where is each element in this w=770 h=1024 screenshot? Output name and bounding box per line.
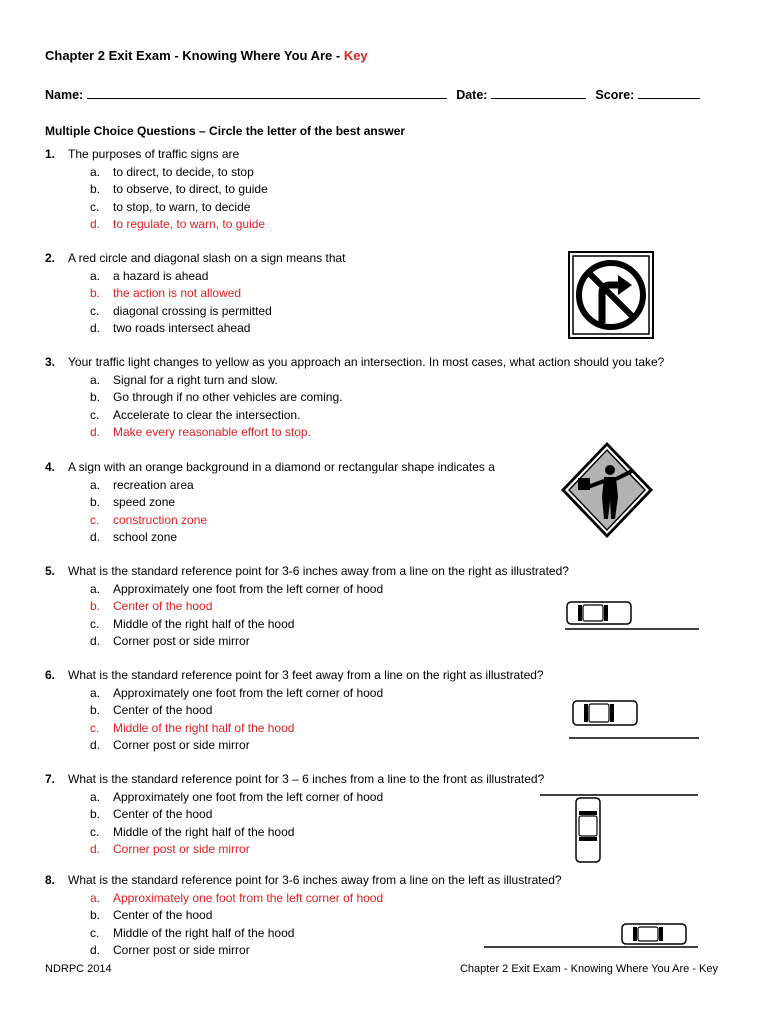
option-letter: a. [90, 789, 101, 804]
answer-option[interactable] [45, 512, 495, 530]
question-text: A sign with an orange background in a diamond or rectangular shape indicates a [68, 460, 495, 474]
question-2 [45, 250, 346, 338]
title-text: Chapter 2 Exit Exam - Knowing Where You Are - [45, 48, 344, 63]
name-label: Name: [45, 88, 84, 102]
answer-option[interactable] [45, 372, 664, 390]
question-stem [45, 354, 664, 372]
option-letter: c. [90, 720, 100, 735]
option-letter: a. [90, 581, 101, 596]
answer-option[interactable] [45, 285, 346, 303]
option-letter: c. [90, 199, 100, 214]
question-7 [45, 771, 544, 859]
question-1 [45, 146, 268, 234]
option-text: Approximately one foot from the left corner of hood [113, 581, 384, 596]
option-letter: b. [90, 390, 101, 404]
option-text: the action is not allowed [113, 286, 242, 300]
question-stem [45, 771, 544, 789]
option-letter: b. [90, 807, 101, 821]
option-letter: b. [90, 286, 101, 300]
question-stem [45, 250, 346, 268]
option-letter: d. [90, 217, 101, 231]
option-letter: c. [90, 616, 100, 631]
student-fields [45, 87, 700, 102]
option-text: Accelerate to clear the intersection. [113, 407, 301, 422]
option-letter: b. [90, 908, 101, 922]
option-letter: d. [90, 738, 101, 752]
question-number: 3. [45, 355, 56, 369]
option-text: Center of the hood [113, 703, 213, 717]
option-text: construction zone [113, 512, 208, 527]
question-text: What is the standard reference point for 3-6 inches away from a line on the left as illustrated? [68, 873, 562, 887]
option-letter: a. [90, 164, 101, 179]
question-number: 1. [45, 147, 56, 161]
option-text: Middle of the right half of the hood [113, 925, 295, 940]
flagger-sign-icon [560, 441, 654, 539]
answer-option[interactable] [45, 633, 569, 651]
option-text: two roads intersect ahead [113, 321, 251, 335]
answer-option[interactable] [45, 737, 544, 755]
question-5 [45, 563, 569, 651]
option-letter: c. [90, 512, 100, 527]
answer-option[interactable] [45, 702, 544, 720]
key-label: Key [343, 48, 368, 63]
option-text: to direct, to decide, to stop [113, 164, 254, 179]
answer-option[interactable] [45, 789, 544, 807]
answer-option[interactable] [45, 303, 346, 321]
option-letter: c. [90, 407, 100, 422]
question-text: What is the standard reference point for 3-6 inches away from a line on the right as illustrated? [68, 564, 569, 578]
answer-option[interactable] [45, 494, 495, 512]
option-letter: a. [90, 372, 101, 387]
question-number: 2. [45, 251, 56, 265]
answer-option[interactable] [45, 581, 569, 599]
option-letter: b. [90, 599, 101, 613]
name-line[interactable] [87, 87, 447, 99]
option-letter: d. [90, 634, 101, 648]
option-text: to stop, to warn, to decide [113, 199, 251, 214]
option-text: school zone [113, 530, 178, 544]
car-diagram-icon [567, 698, 701, 742]
option-text: Middle of the right half of the hood [113, 824, 295, 839]
answer-option[interactable] [45, 720, 544, 738]
answer-option[interactable] [45, 477, 495, 495]
option-letter: a. [90, 477, 101, 492]
instructions: Multiple Choice Questions – Circle the letter of the best answer [45, 124, 406, 138]
option-letter: d. [90, 425, 101, 439]
answer-option[interactable] [45, 407, 664, 425]
page-title [45, 48, 368, 63]
option-text: Approximately one foot from the left corner of hood [113, 890, 384, 905]
option-letter: a. [90, 268, 101, 283]
car-diagram-icon [563, 598, 699, 632]
answer-option[interactable] [45, 841, 544, 859]
question-6 [45, 667, 544, 755]
answer-option[interactable] [45, 389, 664, 407]
answer-option[interactable] [45, 199, 268, 217]
option-text: Go through if no other vehicles are coming. [113, 390, 343, 404]
option-letter: a. [90, 890, 101, 905]
question-number: 5. [45, 564, 56, 578]
footer-right: Chapter 2 Exit Exam - Knowing Where You Are - Key [459, 963, 718, 975]
answer-option[interactable] [45, 598, 569, 616]
question-number: 4. [45, 460, 56, 474]
option-letter: a. [90, 685, 101, 700]
question-number: 8. [45, 873, 56, 887]
answer-option[interactable] [45, 685, 544, 703]
question-number: 7. [45, 772, 56, 786]
question-stem [45, 146, 268, 164]
answer-option[interactable] [45, 890, 562, 908]
date-label: Date: [456, 88, 488, 102]
option-letter: d. [90, 943, 101, 957]
option-text: Approximately one foot from the left corner of hood [113, 789, 384, 804]
question-text: What is the standard reference point for 3 – 6 inches from a line to the front as illustrated? [68, 772, 545, 786]
question-text: Your traffic light changes to yellow as you approach an intersection. In most cases, what action should you take? [68, 355, 665, 369]
question-stem [45, 563, 569, 581]
question-text: A red circle and diagonal slash on a sign means that [68, 251, 346, 265]
option-letter: d. [90, 321, 101, 335]
score-label: Score: [595, 88, 635, 102]
option-text: Approximately one foot from the left corner of hood [113, 685, 384, 700]
option-letter: b. [90, 182, 101, 196]
option-text: diagonal crossing is permitted [113, 303, 272, 318]
option-text: Middle of the right half of the hood [113, 720, 295, 735]
option-letter: b. [90, 495, 101, 509]
option-text: Make every reasonable effort to stop. [113, 425, 311, 439]
option-text: Center of the hood [113, 807, 213, 821]
option-text: Corner post or side mirror [113, 943, 250, 957]
answer-option[interactable] [45, 216, 268, 234]
question-number: 6. [45, 668, 56, 682]
question-4 [45, 459, 495, 547]
option-text: Corner post or side mirror [113, 738, 250, 752]
answer-option[interactable] [45, 616, 569, 634]
answer-option[interactable] [45, 529, 495, 547]
question-text: The purposes of traffic signs are [68, 147, 240, 161]
option-text: speed zone [113, 495, 176, 509]
option-letter: c. [90, 925, 100, 940]
car-diagram-icon [538, 790, 700, 864]
footer-left: NDRPC 2014 [45, 963, 112, 975]
car-diagram-icon [482, 918, 700, 950]
question-stem [45, 667, 544, 685]
option-text: Corner post or side mirror [113, 634, 250, 648]
option-text: to regulate, to warn, to guide [113, 217, 266, 231]
no-right-turn-sign-icon [568, 251, 654, 339]
option-text: Corner post or side mirror [113, 842, 250, 856]
option-letter: c. [90, 303, 100, 318]
option-text: Signal for a right turn and slow. [113, 372, 278, 387]
answer-option[interactable] [45, 320, 346, 338]
question-stem [45, 459, 495, 477]
answer-option[interactable] [45, 181, 268, 199]
option-text: recreation area [113, 477, 194, 492]
answer-option[interactable] [45, 268, 346, 286]
score-line[interactable] [638, 87, 700, 99]
question-stem [45, 872, 562, 890]
option-text: to observe, to direct, to guide [113, 182, 268, 196]
option-letter: d. [90, 530, 101, 544]
option-letter: d. [90, 842, 101, 856]
answer-option[interactable] [45, 164, 268, 182]
option-text: Center of the hood [113, 908, 213, 922]
option-text: Center of the hood [113, 599, 213, 613]
option-letter: b. [90, 703, 101, 717]
option-text: a hazard is ahead [113, 268, 209, 283]
option-letter: c. [90, 824, 100, 839]
answer-option[interactable] [45, 824, 544, 842]
question-text: What is the standard reference point for 3 feet away from a line on the right as illustrated? [68, 668, 544, 682]
question-3 [45, 354, 664, 442]
answer-option[interactable] [45, 424, 664, 442]
date-line[interactable] [491, 87, 586, 99]
option-text: Middle of the right half of the hood [113, 616, 295, 631]
answer-option[interactable] [45, 806, 544, 824]
